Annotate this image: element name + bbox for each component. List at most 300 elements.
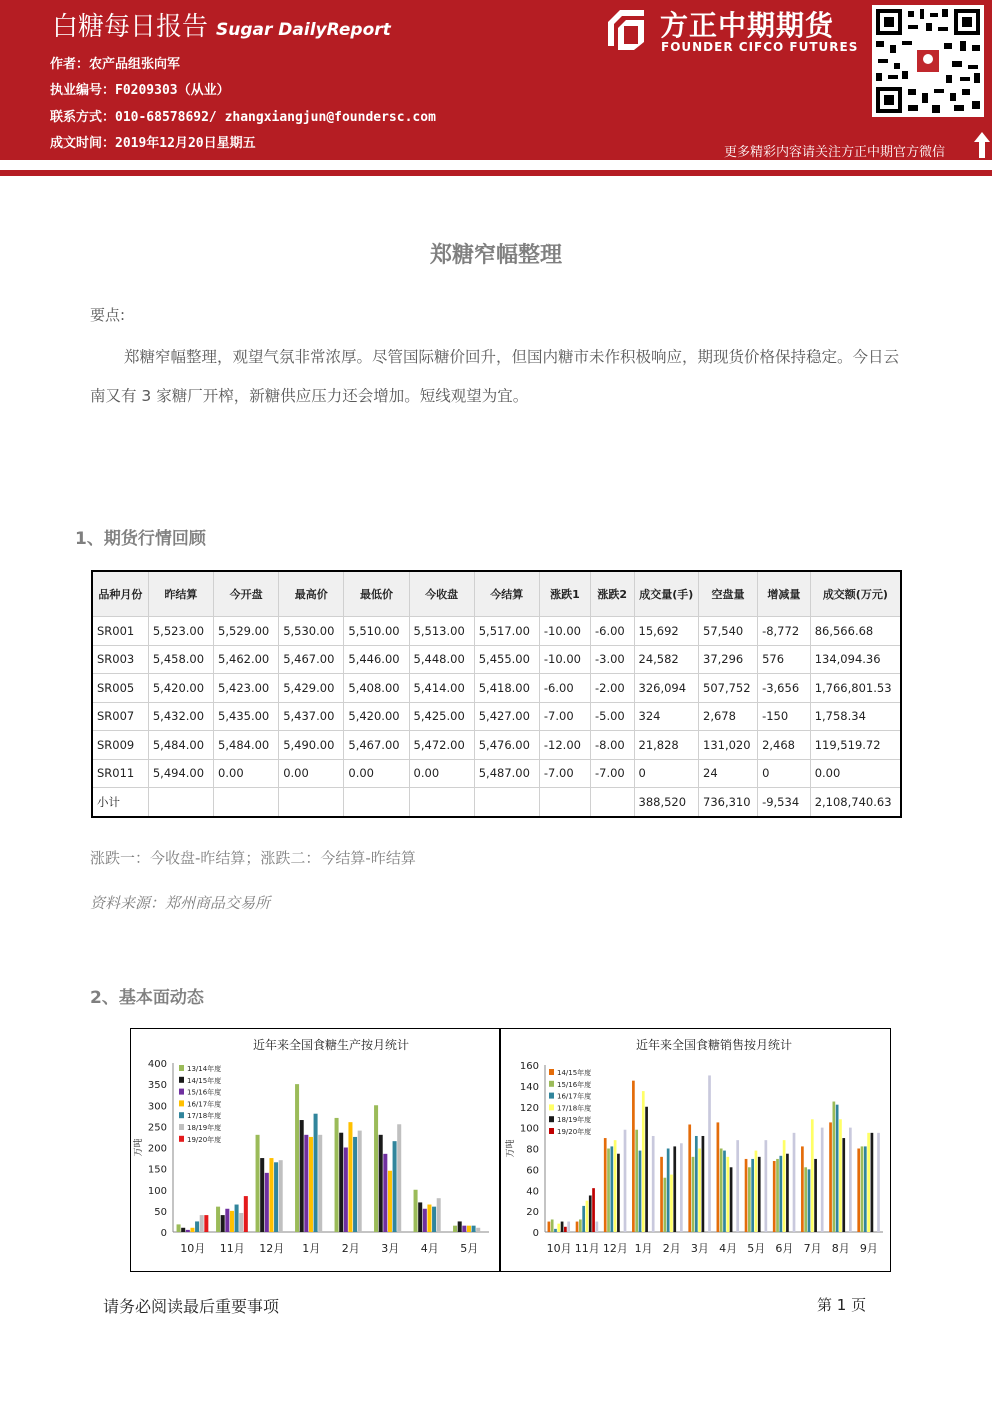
bar <box>632 1081 635 1232</box>
column-header: 昨结算 <box>148 571 213 617</box>
table-cell: -8.00 <box>590 731 634 760</box>
bar <box>664 1178 667 1232</box>
table-cell: 5,494.00 <box>148 759 213 788</box>
bar <box>467 1226 471 1232</box>
bar <box>877 1133 880 1232</box>
bar <box>717 1122 720 1232</box>
legend-swatch <box>179 1077 184 1083</box>
legend-swatch <box>549 1128 554 1134</box>
table-cell: 24 <box>699 759 758 788</box>
column-header: 最低价 <box>344 571 409 617</box>
bar <box>592 1188 595 1232</box>
bar <box>695 1136 698 1232</box>
bar <box>864 1146 867 1232</box>
x-tick-label: 7月 <box>803 1242 822 1255</box>
x-tick-label: 3月 <box>381 1242 400 1255</box>
bar <box>458 1221 462 1232</box>
y-tick-label: 400 <box>147 1059 167 1070</box>
bar <box>393 1141 397 1232</box>
section-2-title: 2、基本面动态 <box>90 988 204 1008</box>
table-cell: 86,566.68 <box>810 617 901 646</box>
table-cell: -9,534 <box>758 788 811 817</box>
legend-swatch <box>179 1089 184 1095</box>
table-row <box>92 674 901 703</box>
bar <box>635 1130 638 1232</box>
bar <box>348 1122 352 1232</box>
legend-label: 17/18年度 <box>187 1112 222 1121</box>
table-cell <box>279 788 344 817</box>
bar <box>379 1135 383 1232</box>
legend-swatch <box>549 1069 554 1075</box>
bar <box>736 1140 739 1232</box>
bar <box>177 1224 181 1232</box>
x-tick-label: 10月 <box>180 1242 206 1255</box>
table-cell: -6.00 <box>590 617 634 646</box>
y-tick-label: 200 <box>147 1143 167 1155</box>
table-cell: 5,517.00 <box>474 617 539 646</box>
bar <box>309 1137 313 1232</box>
table-cell: 5,467.00 <box>279 645 344 674</box>
bar <box>274 1162 278 1232</box>
table-cell <box>474 788 539 817</box>
bar <box>239 1213 243 1232</box>
bar <box>617 1154 620 1232</box>
bar <box>692 1157 695 1232</box>
table-cell: -150 <box>758 702 811 731</box>
bar <box>836 1105 839 1232</box>
report-title <box>52 6 391 43</box>
production-bar-chart <box>131 1029 499 1271</box>
bar <box>857 1149 860 1233</box>
legend-swatch <box>179 1100 184 1106</box>
legend-label: 19/20年度 <box>187 1135 222 1144</box>
table-cell: 5,484.00 <box>148 731 213 760</box>
y-tick-label: 160 <box>519 1061 539 1072</box>
column-header: 最高价 <box>279 571 344 617</box>
table-cell: 小计 <box>92 788 148 817</box>
bar <box>427 1205 431 1232</box>
table-row <box>92 645 901 674</box>
table-header-row <box>92 571 901 617</box>
bar <box>849 1128 852 1232</box>
sales-chart-panel <box>500 1028 891 1272</box>
y-tick-label: 350 <box>147 1080 167 1092</box>
column-header: 成交额(万元) <box>810 571 901 617</box>
bar <box>821 1128 824 1232</box>
bar <box>833 1102 836 1232</box>
x-tick-label: 10月 <box>546 1242 572 1255</box>
bar <box>801 1146 804 1232</box>
bar <box>567 1222 570 1232</box>
document-title: 郑糖窄幅整理 <box>429 243 562 268</box>
x-tick-label: 8月 <box>831 1242 850 1255</box>
bar <box>624 1130 627 1232</box>
bar <box>564 1227 567 1232</box>
bar <box>604 1138 607 1232</box>
bar <box>339 1133 343 1232</box>
legend-swatch <box>179 1124 184 1130</box>
table-cell: 15,692 <box>634 617 699 646</box>
bar <box>861 1146 864 1232</box>
table-cell: 5,446.00 <box>344 645 409 674</box>
bar <box>758 1157 761 1232</box>
table-cell: 5,437.00 <box>279 702 344 731</box>
table-row <box>92 788 901 817</box>
bar <box>639 1151 642 1232</box>
legend-swatch <box>179 1112 184 1118</box>
contact-line: 联系方式：010-68578692/ zhangxiangjun@foundersc.com <box>50 110 436 125</box>
bar <box>269 1158 273 1232</box>
bar <box>842 1138 845 1232</box>
bar <box>751 1159 754 1232</box>
table-cell: SR003 <box>92 645 148 674</box>
table-cell <box>590 788 634 817</box>
column-header: 今收盘 <box>409 571 474 617</box>
bar <box>764 1140 767 1232</box>
y-tick-label: 120 <box>519 1102 539 1114</box>
table-cell: SR001 <box>92 617 148 646</box>
x-tick-label: 5月 <box>460 1242 479 1255</box>
table-cell <box>214 788 279 817</box>
bar <box>374 1105 378 1232</box>
table-cell: 5,455.00 <box>474 645 539 674</box>
x-tick-label: 11月 <box>219 1242 245 1255</box>
bar <box>755 1151 758 1232</box>
table-cell: 57,540 <box>699 617 758 646</box>
table-cell: 1,758.34 <box>810 702 901 731</box>
table-cell: 5,529.00 <box>214 617 279 646</box>
table-cell: -3.00 <box>590 645 634 674</box>
bar <box>867 1133 870 1232</box>
legend-label: 15/16年度 <box>187 1088 222 1097</box>
bar <box>388 1171 392 1232</box>
table-cell: 0.00 <box>810 759 901 788</box>
y-tick-label: 20 <box>526 1207 539 1219</box>
bar <box>720 1149 723 1233</box>
table-cell: 576 <box>758 645 811 674</box>
legend-swatch <box>179 1136 184 1142</box>
section-1-title: 1、期货行情回顾 <box>75 529 206 549</box>
bar <box>318 1135 322 1232</box>
bar <box>554 1229 557 1232</box>
x-tick-label: 12月 <box>602 1242 628 1255</box>
bar <box>476 1228 480 1232</box>
bar <box>221 1215 225 1232</box>
page-number: 第 1 页 <box>817 1296 867 1314</box>
x-tick-label: 4月 <box>420 1242 439 1255</box>
bar <box>730 1167 733 1232</box>
bar <box>726 1157 729 1232</box>
table-cell: -3,656 <box>758 674 811 703</box>
table-cell: -5.00 <box>590 702 634 731</box>
table-cell: 5,423.00 <box>214 674 279 703</box>
bar <box>186 1230 190 1232</box>
sales-bar-chart <box>501 1029 890 1271</box>
legend-label: 17/18年度 <box>557 1104 592 1113</box>
table-cell: 5,487.00 <box>474 759 539 788</box>
bar <box>462 1226 466 1232</box>
bar <box>614 1140 617 1232</box>
bar <box>195 1221 199 1232</box>
bar <box>652 1136 655 1232</box>
bar <box>688 1124 691 1232</box>
table-cell: SR005 <box>92 674 148 703</box>
bar <box>773 1161 776 1232</box>
y-tick-label: 150 <box>147 1164 167 1176</box>
bar <box>670 1175 673 1232</box>
table-cell: SR009 <box>92 731 148 760</box>
data-source-note: 资料来源：郑州商品交易所 <box>90 894 271 912</box>
table-cell: 5,432.00 <box>148 702 213 731</box>
bar <box>432 1207 436 1232</box>
legend-swatch <box>549 1104 554 1110</box>
x-tick-label: 1月 <box>634 1242 653 1255</box>
bar <box>397 1124 401 1232</box>
bar <box>589 1195 592 1232</box>
y-tick-label: 100 <box>147 1185 167 1197</box>
futures-quote-table <box>91 570 902 818</box>
bar <box>748 1167 751 1232</box>
bar <box>225 1209 229 1232</box>
bar <box>829 1122 832 1232</box>
table-cell: 2,108,740.63 <box>810 788 901 817</box>
bar <box>204 1215 208 1232</box>
y-tick-label: 60 <box>526 1165 539 1177</box>
table-cell: 5,510.00 <box>344 617 409 646</box>
y-axis-label: 万吨 <box>506 1139 516 1158</box>
table-cell: -7.00 <box>590 759 634 788</box>
legend-label: 18/19年度 <box>187 1124 222 1132</box>
bar <box>190 1228 194 1232</box>
bar <box>779 1156 782 1232</box>
table-cell: 24,582 <box>634 645 699 674</box>
legend-label: 15/16年度 <box>557 1080 592 1089</box>
y-tick-label: 0 <box>532 1228 539 1239</box>
bar <box>786 1154 789 1232</box>
legend-label: 14/15年度 <box>557 1069 592 1077</box>
table-cell: 5,462.00 <box>214 645 279 674</box>
chart-title: 近年来全国食糖生产按月统计 <box>252 1038 410 1052</box>
bar <box>871 1133 874 1232</box>
column-header: 今结算 <box>474 571 539 617</box>
x-tick-label: 11月 <box>574 1242 600 1255</box>
table-cell: 5,425.00 <box>409 702 474 731</box>
table-cell: 0.00 <box>344 759 409 788</box>
bar <box>314 1114 318 1232</box>
table-cell: 0 <box>758 759 811 788</box>
bar <box>660 1157 663 1232</box>
table-row <box>92 702 901 731</box>
header-red-stripe <box>0 170 992 176</box>
chart-title: 近年来全国食糖销售按月统计 <box>635 1038 793 1052</box>
table-cell: -10.00 <box>539 645 590 674</box>
arrow-up-icon <box>974 132 990 158</box>
bar <box>745 1159 748 1232</box>
x-tick-label: 5月 <box>747 1242 766 1255</box>
column-header: 空盘量 <box>699 571 758 617</box>
column-header: 增减量 <box>758 571 811 617</box>
legend-swatch <box>549 1116 554 1122</box>
legend-label: 16/17年度 <box>557 1092 592 1101</box>
legend-label: 16/17年度 <box>187 1100 222 1109</box>
bar <box>814 1159 817 1232</box>
bar <box>353 1137 357 1232</box>
wechat-follow-note: 更多精彩内容请关注方正中期官方微信 <box>724 145 946 160</box>
table-cell: -7.00 <box>539 759 590 788</box>
legend-swatch <box>549 1081 554 1087</box>
legend-swatch <box>179 1065 184 1071</box>
table-cell: 324 <box>634 702 699 731</box>
bar <box>548 1222 551 1232</box>
bar <box>244 1196 248 1232</box>
bar <box>811 1119 814 1232</box>
bar <box>472 1226 476 1232</box>
change-definition-note: 涨跌一：今收盘-昨结算；涨跌二：今结算-昨结算 <box>90 849 416 867</box>
company-name-en: FOUNDER CIFCO FUTURES <box>661 40 859 54</box>
table-cell: 0.00 <box>409 759 474 788</box>
bar <box>414 1190 418 1232</box>
bar <box>557 1224 560 1232</box>
bar <box>335 1118 339 1232</box>
bar <box>453 1226 457 1232</box>
bar <box>680 1143 683 1232</box>
bar <box>279 1160 283 1232</box>
bar <box>551 1219 554 1232</box>
table-cell: 5,467.00 <box>344 731 409 760</box>
column-header: 涨跌2 <box>590 571 634 617</box>
table-cell: 1,766,801.53 <box>810 674 901 703</box>
table-cell <box>148 788 213 817</box>
bar <box>582 1206 585 1232</box>
bar <box>344 1148 348 1233</box>
bar <box>304 1135 308 1232</box>
y-tick-label: 250 <box>147 1122 167 1134</box>
bar <box>200 1215 204 1232</box>
bar <box>295 1084 299 1232</box>
bar <box>383 1154 387 1232</box>
table-cell <box>539 788 590 817</box>
legend-label: 13/14年度 <box>187 1065 222 1073</box>
bar <box>610 1146 613 1232</box>
x-tick-label: 4月 <box>719 1242 738 1255</box>
table-cell: 5,408.00 <box>344 674 409 703</box>
table-cell: 5,420.00 <box>148 674 213 703</box>
y-tick-label: 140 <box>519 1081 539 1093</box>
table-cell: SR007 <box>92 702 148 731</box>
table-cell: -8,772 <box>758 617 811 646</box>
bar <box>839 1119 842 1232</box>
license-line: 执业编号：F0209303（从业） <box>50 83 230 98</box>
y-tick-label: 300 <box>147 1101 167 1113</box>
legend-label: 18/19年度 <box>557 1116 592 1125</box>
bar <box>698 1149 701 1233</box>
y-tick-label: 40 <box>526 1186 539 1198</box>
table-cell: 2,468 <box>758 731 811 760</box>
bar <box>702 1136 705 1232</box>
bar <box>804 1167 807 1232</box>
bar <box>260 1158 264 1232</box>
bar <box>673 1146 676 1232</box>
author-line: 作者：农产品组张向军 <box>50 57 181 72</box>
table-cell: 0 <box>634 759 699 788</box>
y-tick-label: 0 <box>160 1228 167 1239</box>
bar <box>708 1075 711 1232</box>
company-name-cn: 方正中期期货 <box>660 9 835 42</box>
bar <box>645 1107 648 1232</box>
table-row <box>92 731 901 760</box>
bar <box>230 1211 234 1232</box>
bar <box>586 1201 589 1232</box>
y-tick-label: 50 <box>154 1206 167 1218</box>
bar <box>783 1140 786 1232</box>
bar <box>423 1209 427 1232</box>
table-cell: 37,296 <box>699 645 758 674</box>
table-cell: 5,476.00 <box>474 731 539 760</box>
table-cell: 5,414.00 <box>409 674 474 703</box>
legend-swatch <box>549 1093 554 1099</box>
table-cell: 326,094 <box>634 674 699 703</box>
y-tick-label: 100 <box>519 1123 539 1135</box>
table-cell: 5,418.00 <box>474 674 539 703</box>
report-title-en: Sugar DailyReport <box>216 20 391 40</box>
table-cell: 0.00 <box>279 759 344 788</box>
table-cell: 119,519.72 <box>810 731 901 760</box>
table-cell: 2,678 <box>699 702 758 731</box>
x-tick-label: 2月 <box>341 1242 360 1255</box>
table-row <box>92 759 901 788</box>
bar <box>235 1205 239 1232</box>
table-cell: 5,472.00 <box>409 731 474 760</box>
bar <box>667 1149 670 1233</box>
date-line: 成文时间：2019年12月20日星期五 <box>50 136 256 151</box>
production-chart-panel <box>130 1028 500 1272</box>
qr-code-icon[interactable] <box>872 5 984 117</box>
bar <box>418 1202 422 1232</box>
table-cell: -10.00 <box>539 617 590 646</box>
bar <box>723 1151 726 1232</box>
bar <box>216 1207 220 1232</box>
table-cell: 388,520 <box>634 788 699 817</box>
bar <box>181 1228 185 1232</box>
table-cell: 131,020 <box>699 731 758 760</box>
table-cell: 5,458.00 <box>148 645 213 674</box>
table-cell: 134,094.36 <box>810 645 901 674</box>
table-cell: 507,752 <box>699 674 758 703</box>
bar <box>595 1222 598 1232</box>
bar <box>607 1149 610 1233</box>
table-cell: 5,523.00 <box>148 617 213 646</box>
table-cell: 5,420.00 <box>344 702 409 731</box>
table-cell: 5,490.00 <box>279 731 344 760</box>
bar <box>437 1198 441 1232</box>
table-cell <box>344 788 409 817</box>
bar <box>776 1159 779 1232</box>
column-header: 涨跌1 <box>539 571 590 617</box>
table-cell: -6.00 <box>539 674 590 703</box>
table-cell: 21,828 <box>634 731 699 760</box>
x-tick-label: 12月 <box>259 1242 285 1255</box>
x-tick-label: 3月 <box>690 1242 709 1255</box>
report-title-cn: 白糖每日报告 <box>52 12 209 42</box>
bar <box>576 1222 579 1232</box>
bar <box>561 1222 564 1232</box>
table-cell: 5,427.00 <box>474 702 539 731</box>
footer-notice: 请务必阅读最后重要事项 <box>103 1297 280 1316</box>
table-cell: -12.00 <box>539 731 590 760</box>
bar <box>793 1133 796 1232</box>
bar <box>358 1131 362 1232</box>
table-cell: 5,429.00 <box>279 674 344 703</box>
